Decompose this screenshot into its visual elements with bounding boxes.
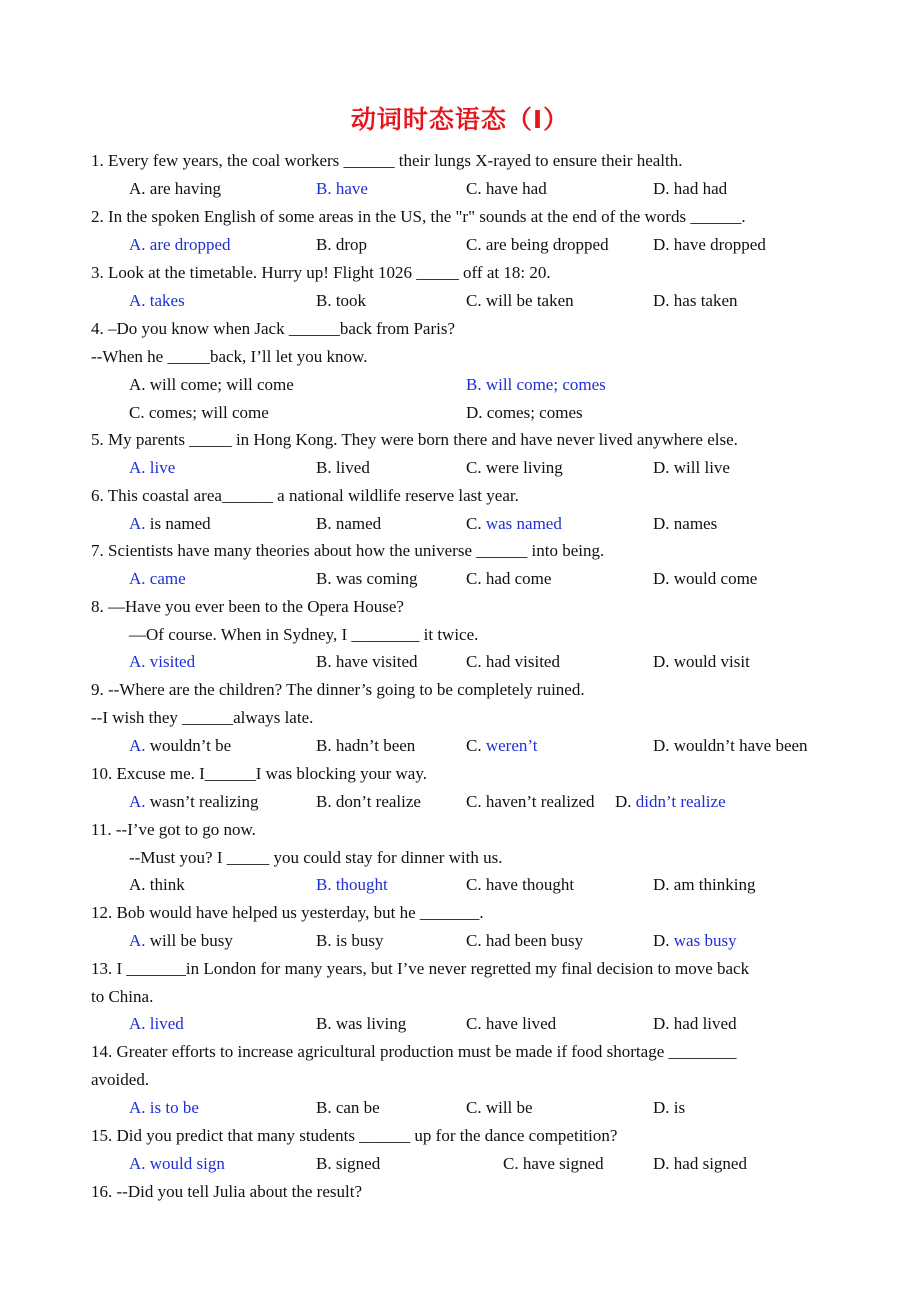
q6-option-a	[129, 514, 211, 534]
question-3-stem: 3. Look at the timetable. Hurry up! Flight 1026 _____ off at 18: 20.	[91, 263, 551, 282]
q6-option-c	[466, 514, 562, 534]
q2-option-c: C. are being dropped	[466, 235, 609, 254]
question-13-stem: 13. I _______in London for many years, but I’ve never regretted my final decision to move back	[91, 959, 750, 978]
q6-option-a-text: is named	[149, 514, 211, 533]
q10-option-b: B. don’t realize	[316, 792, 421, 811]
question-15-stem: 15. Did you predict that many students ______ up for the dance competition?	[91, 1126, 618, 1145]
q12-option-c: C. had been busy	[466, 931, 584, 950]
question-14-stem: 14. Greater efforts to increase agricultural production must be made if food shortage ________	[91, 1042, 737, 1061]
q5-option-b: B. lived	[316, 458, 370, 477]
q1-option-d: D. had had	[653, 179, 728, 198]
q11-option-d: D. am thinking	[653, 875, 756, 894]
question-8-stem-reply: —Of course. When in Sydney, I ________ it twice.	[129, 625, 479, 644]
question-1-stem: 1. Every few years, the coal workers ______ their lungs X-rayed to ensure their health.	[91, 151, 683, 170]
question-9-stem: 9. --Where are the children? The dinner’s going to be completely ruined.	[91, 680, 585, 699]
q8-option-b: B. have visited	[316, 652, 418, 671]
q9-option-b: B. hadn’t been	[316, 736, 416, 755]
q15-option-d: D. had signed	[653, 1154, 747, 1173]
q1-option-a: A. are having	[129, 179, 222, 198]
q7-option-a-answer: A. came	[129, 569, 186, 588]
q7-option-c: C. had come	[466, 569, 552, 588]
question-9-stem-reply: --I wish they ______always late.	[91, 708, 314, 727]
q14-option-d: D. is	[653, 1098, 686, 1117]
q12-option-a-text: will be busy	[149, 931, 233, 950]
q3-option-c: C. will be taken	[466, 291, 574, 310]
q4-option-d: D. comes; comes	[466, 403, 583, 422]
q9-option-a	[129, 736, 231, 756]
question-5-stem: 5. My parents _____ in Hong Kong. They were born there and have never lived anywhere else.	[91, 430, 738, 449]
q3-option-a-answer: A. takes	[129, 291, 185, 310]
question-13-stem-continued: to China.	[91, 987, 154, 1006]
q4-option-c: C. comes; will come	[129, 403, 269, 422]
q2-option-a-answer: A. are dropped	[129, 235, 231, 254]
q2-option-b: B. drop	[316, 235, 367, 254]
q10-option-a-text: wasn’t realizing	[149, 792, 259, 811]
q14-option-a-answer: A. is to be	[129, 1098, 199, 1117]
q10-option-d	[615, 792, 726, 812]
question-12-stem: 12. Bob would have helped us yesterday, but he _______.	[91, 903, 484, 922]
q14-option-b: B. can be	[316, 1098, 380, 1117]
question-11-stem: 11. --I’ve got to go now.	[91, 820, 256, 839]
q8-option-d: D. would visit	[653, 652, 750, 671]
q11-option-a: A. think	[129, 875, 185, 894]
q13-option-b: B. was living	[316, 1014, 407, 1033]
question-4-stem: 4. –Do you know when Jack ______back from Paris?	[91, 319, 456, 338]
q3-option-d: D. has taken	[653, 291, 738, 310]
q15-option-c: C. have signed	[503, 1154, 604, 1173]
q4-option-b-answer: B. will come; comes	[466, 375, 606, 394]
page-title: 动词时态语态（I）	[350, 105, 570, 134]
question-10-stem: 10. Excuse me. I______I was blocking your way.	[91, 764, 427, 783]
question-14-stem-continued: avoided.	[91, 1070, 150, 1089]
q12-option-d	[653, 931, 737, 951]
q6-option-b: B. named	[316, 514, 382, 533]
q13-option-a-answer: A. lived	[129, 1014, 184, 1033]
question-4-stem-reply: --When he _____back, I’ll let you know.	[91, 347, 368, 366]
q13-option-c: C. have lived	[466, 1014, 557, 1033]
q8-option-c: C. had visited	[466, 652, 560, 671]
question-11-stem-reply: --Must you? I _____ you could stay for dinner with us.	[129, 848, 503, 867]
q7-option-d: D. would come	[653, 569, 758, 588]
q13-option-d: D. had lived	[653, 1014, 737, 1033]
q8-option-a-answer: A. visited	[129, 652, 196, 671]
q9-option-c-letter: C.	[466, 736, 482, 755]
q6-option-a-letter: A.	[129, 514, 146, 533]
q10-option-c: C. haven’t realized	[466, 792, 595, 811]
q2-option-d: D. have dropped	[653, 235, 766, 254]
q15-option-b: B. signed	[316, 1154, 381, 1173]
q7-option-b: B. was coming	[316, 569, 418, 588]
q1-option-b-answer: B. have	[316, 179, 368, 198]
q15-option-a-answer: A. would sign	[129, 1154, 225, 1173]
q10-option-a-letter: A.	[129, 792, 146, 811]
q12-option-a	[129, 931, 233, 951]
q10-option-d-text-answer: didn’t realize	[635, 792, 726, 811]
question-2-stem: 2. In the spoken English of some areas in the US, the "r" sounds at the end of the words ______.	[91, 207, 746, 226]
q5-option-c: C. were living	[466, 458, 563, 477]
q6-option-d: D. names	[653, 514, 718, 533]
q5-option-a-answer: A. live	[129, 458, 176, 477]
q11-option-c: C. have thought	[466, 875, 575, 894]
q9-option-c	[466, 736, 537, 756]
q6-option-c-text-answer: was named	[485, 514, 562, 533]
question-6-stem: 6. This coastal area______ a national wildlife reserve last year.	[91, 486, 519, 505]
q6-option-c-letter: C.	[466, 514, 482, 533]
q9-option-a-text: wouldn’t be	[149, 736, 232, 755]
question-7-stem: 7. Scientists have many theories about how the universe ______ into being.	[91, 541, 605, 560]
q12-option-d-text-answer: was busy	[673, 931, 737, 950]
q4-option-a: A. will come; will come	[129, 375, 294, 394]
question-8-stem: 8. —Have you ever been to the Opera House?	[91, 597, 404, 616]
q12-option-b: B. is busy	[316, 931, 384, 950]
q10-option-d-letter: D.	[615, 792, 632, 811]
q14-option-c: C. will be	[466, 1098, 533, 1117]
q10-option-a	[129, 792, 259, 812]
q12-option-a-letter: A.	[129, 931, 146, 950]
q1-option-c: C. have had	[466, 179, 547, 198]
q11-option-b-answer: B. thought	[316, 875, 388, 894]
q9-option-a-letter: A.	[129, 736, 146, 755]
q12-option-d-letter: D.	[653, 931, 670, 950]
question-16-stem: 16. --Did you tell Julia about the result?	[91, 1182, 362, 1201]
q9-option-c-text-answer: weren’t	[485, 736, 538, 755]
q9-option-d: D. wouldn’t have been	[653, 736, 808, 755]
q3-option-b: B. took	[316, 291, 367, 310]
q5-option-d: D. will live	[653, 458, 730, 477]
